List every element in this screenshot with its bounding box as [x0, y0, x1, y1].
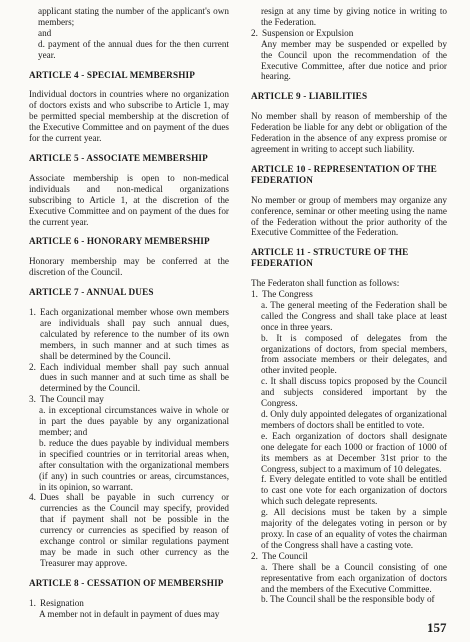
- article-8-item-2: 2. Suspension or Expulsion: [251, 27, 354, 38]
- congress-a: a. The general meeting of the Federation shall be called the Congress and shall take place at least once in three years.: [261, 299, 447, 332]
- article-9-heading: ARTICLE 9 - LIABILITIES: [251, 91, 368, 102]
- congress-c: c. It shall discuss topics proposed by the Council and subjects considered important by the Congress.: [261, 376, 447, 409]
- congress-e: e. Each organization of doctors shall designate one delegate for each 1000 or fraction of 1000 of its members as at December 31st prior to the Congress, subject to a maximum of 10 delegates.: [261, 430, 447, 474]
- article-8-item-1: 1. Resignation: [29, 597, 84, 608]
- article-8-item-1-text: A member not in default in payment of dues may: [39, 608, 220, 619]
- page-number: 157: [427, 620, 447, 635]
- article-7-item-4: 4. Dues shall be payable in such currency or currencies as the Council may specify, provided that if payment shall not be possible in the currency or currencies as specified by reason of exchange control or similar regulations payment may be made in such other currency as the Treasurer may approve.: [29, 492, 229, 568]
- article-8-heading: ARTICLE 8 - CESSATION OF MEMBERSHIP: [29, 577, 224, 588]
- suspension-text: Any member may be suspended or expelled by the Council upon the recommendation of the Executive Committee, after due notice and prior hearing.: [261, 38, 447, 82]
- intro-line-3: d. payment of the annual dues for the then current year.: [38, 38, 229, 60]
- article-7-item-2: 2. Each individual member shall pay such annual dues in such manner and at such time as shall be determined by the Council.: [29, 361, 229, 394]
- council-a: a. There shall be a Council consisting of one representative from each organization of doctors and the members of the Executive Committee.: [261, 561, 447, 594]
- article-6-heading: ARTICLE 6 - HONORARY MEMBERSHIP: [29, 236, 210, 247]
- article-7-item-3: 3. The Council may: [29, 394, 104, 405]
- article-7-item-1: 1. Each organizational member whose own members are individuals shall pay such annual dues, calculated by reference to the number of its own members, in such manner and at such times as shall be determined by the Council.: [29, 307, 229, 361]
- article-11-heading: ARTICLE 11 - STRUCTURE OF THE FEDERATION: [251, 247, 409, 269]
- article-7-heading: ARTICLE 7 - ANNUAL DUES: [29, 287, 154, 298]
- left-column: [29, 6, 229, 620]
- congress-g: g. All decisions must be taken by a simple majority of the delegates voting in person or by proxy. In case of an equality of votes the chairman of the Congress shall have a casting vote.: [261, 507, 447, 550]
- article-6-text: Honorary membership may be conferred at the discretion of the Council.: [29, 256, 229, 278]
- article-4-heading: ARTICLE 4 - SPECIAL MEMBERSHIP: [29, 69, 196, 80]
- article-11-item-1: 1. The Congress: [251, 289, 313, 300]
- article-7-item-3b: b. reduce the dues payable by individual members in specified countries or in territorial areas when, after consultation with the organizational members (if any) in such countries or areas, circumstances, in its opinion, so warrant.: [39, 437, 229, 492]
- congress-f: f. Every delegate entitled to vote shall be entitled to cast one vote for each organization of doctors which such delegate represents.: [261, 474, 447, 507]
- article-10-text: No member or group of members may organize any conference, seminar or other meeting using the name of the Federation without the prior authority of the Executive Committee of the Federation.: [251, 194, 447, 238]
- intro-line-2: and: [38, 27, 52, 38]
- article-11-lead: The Federaton shall function as follows:: [251, 278, 400, 289]
- resign-continuation: resign at any time by giving notice in writing to the Federation.: [261, 6, 447, 27]
- article-5-heading: ARTICLE 5 - ASSOCIATE MEMBERSHIP: [29, 152, 208, 163]
- intro-line-1: applicant stating the number of the applicant's own members;: [38, 6, 229, 27]
- right-column: [251, 6, 447, 605]
- article-4-text: Individual doctors in countries where no organization of doctors exists and who subscribe to Article 1, may be permitted special membership at the discretion of the Executive Committee and on payment of the dues for the current year.: [29, 89, 229, 144]
- article-9-text: No member shall by reason of membership of the Federation be liable for any debt or obligation of the Federation in the absence of any express promise or agreement in writing to accept such liability.: [251, 111, 447, 154]
- congress-d: d. Only duly appointed delegates of organizational members of doctors shall be entitled to vote.: [261, 409, 447, 430]
- council-b: b. The Council shall be the responsible body of: [261, 594, 435, 605]
- article-11-item-2: 2. The Council: [251, 550, 308, 561]
- article-10-heading: ARTICLE 10 - REPRESENTATION OF THE FEDERATION: [251, 163, 437, 185]
- article-5-text: Associate membership is open to non-medical individuals and non-medical organizations subscribing to Article 1, at the discretion of the Executive Committee and on payment of the dues for the current year.: [29, 172, 229, 227]
- congress-b: b. It is composed of delegates from the organizations of doctors, from special members, from associate members or their delegates, and other invited people.: [261, 332, 447, 376]
- article-7-item-3a: a. in exceptional circumstances waive in whole or in part the dues payable by any organizational member; and: [39, 405, 229, 437]
